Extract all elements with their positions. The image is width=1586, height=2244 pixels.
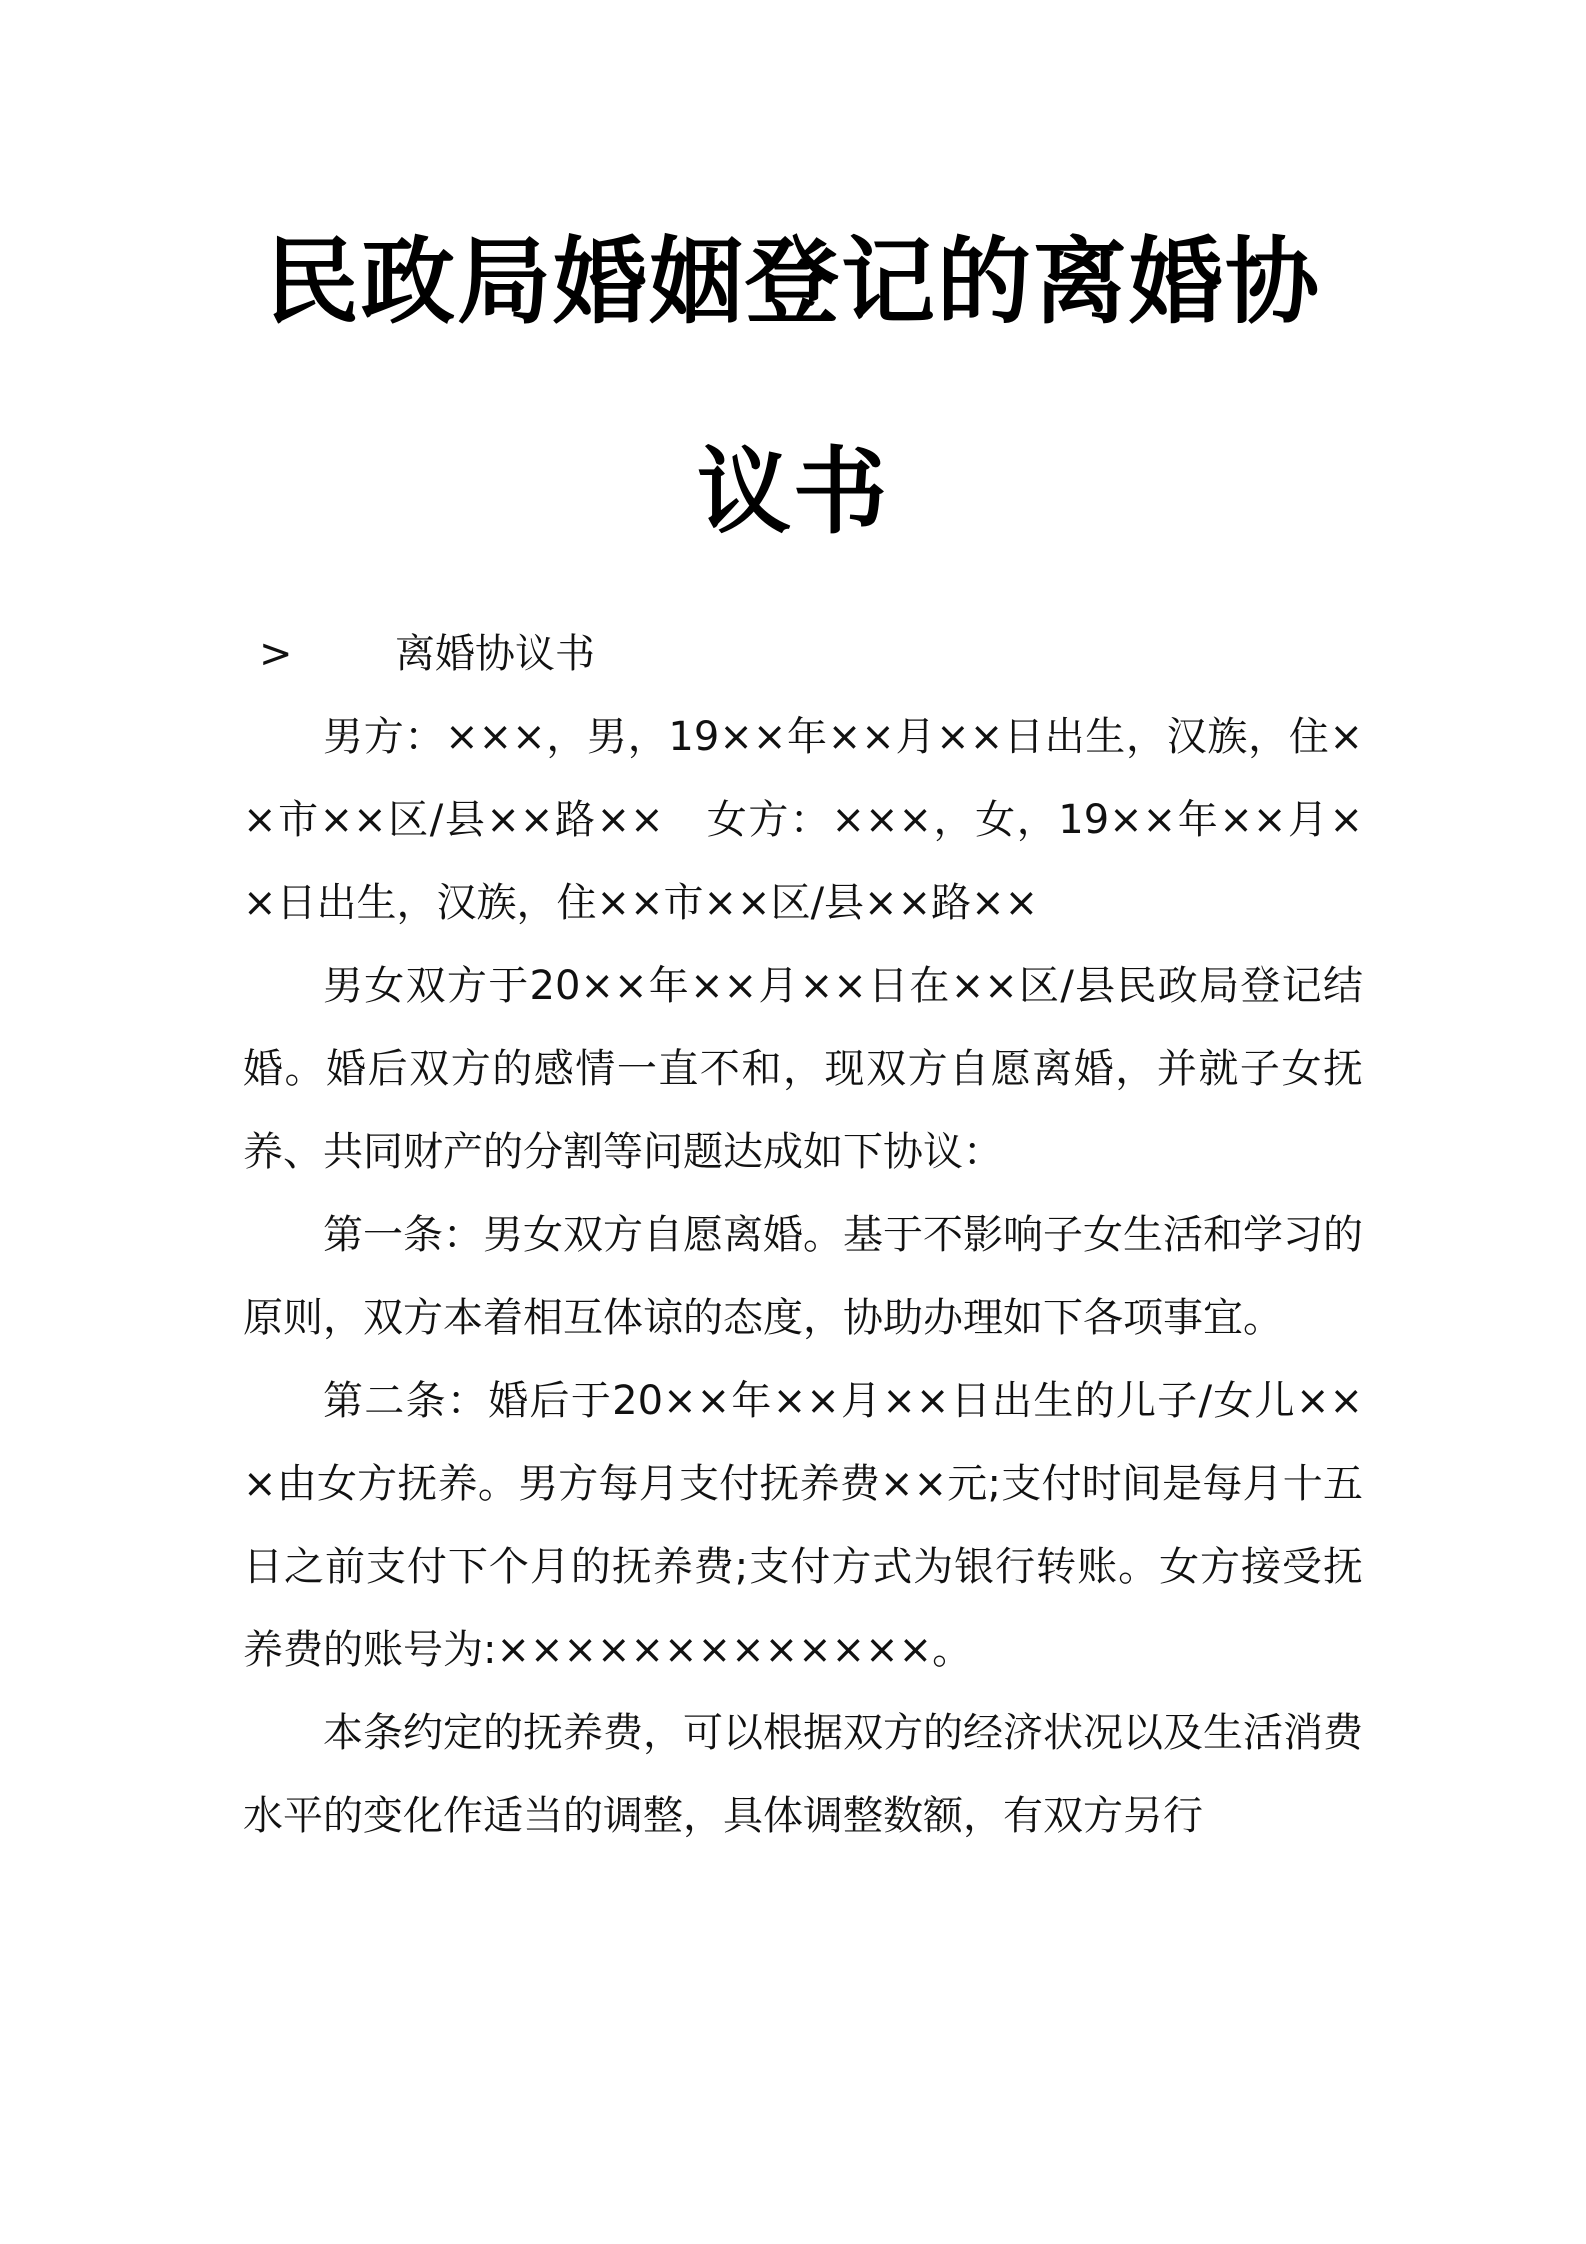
- paragraph-article-1: 第一条：男女双方自愿离婚。基于不影响子女生活和学习的原则，双方本着相互体谅的态度，协助办理如下各项事宜。: [243, 1212, 1363, 1341]
- paragraph-article-2: 第二条：婚后于20××年××月××日出生的儿子/女儿×××由女方抚养。男方每月支付抚养费××元;支付时间是每月十五日之前支付下个月的抚养费;支付方式为银行转账。女方接受抚养费的账号为:×××××××××××××。: [243, 1378, 1363, 1673]
- paragraph-support-adjustment: 本条约定的抚养费，可以根据双方的经济状况以及生活消费水平的变化作适当的调整，具体调整数额，有双方另行: [243, 1710, 1363, 1839]
- section-heading-text: 离婚协议书: [395, 631, 595, 677]
- section-heading: [243, 613, 1363, 696]
- document-title-line-2: 议书: [696, 438, 889, 547]
- paragraph-parties: 男方：×××，男，19××年××月××日出生，汉族，住××市××区/县××路×× 女方：×××，女，19××年××月××日出生，汉族，住××市××区/县××路××: [243, 714, 1363, 926]
- document-body: [243, 613, 1363, 1858]
- heading-marker: >: [259, 631, 293, 677]
- paragraph-marriage-registration: 男女双方于20××年××月××日在××区/县民政局登记结婚。婚后双方的感情一直不和，现双方自愿离婚，并就子女抚养、共同财产的分割等问题达成如下协议：: [243, 963, 1363, 1175]
- document-title-line-1: 民政局婚姻登记的离婚协: [264, 228, 1321, 337]
